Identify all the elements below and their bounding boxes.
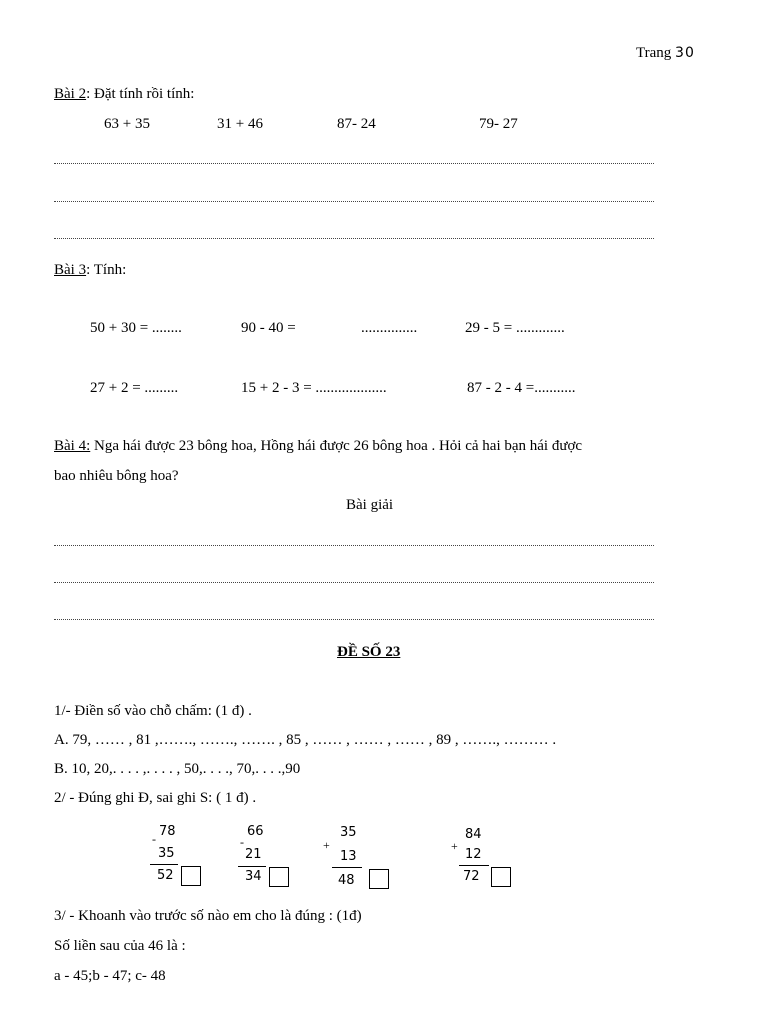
answer-line (54, 238, 654, 239)
bai2-label: Bài 2 (54, 86, 87, 102)
answer-box[interactable] (181, 866, 201, 886)
q3-subtext: Số liền sau của 46 là : (54, 938, 186, 954)
q1-text: 1/- Điền số vào chỗ chấm: (1 đ) . (54, 703, 252, 719)
bai3-item: 27 + 2 = ......... (90, 380, 179, 396)
calc-top: 35 (340, 825, 357, 840)
bai4-label: Bài 4: (54, 438, 91, 454)
minus-sign: - (152, 832, 156, 846)
calc-divider (459, 865, 489, 866)
bai2-problem: 79- 27 (479, 116, 518, 132)
calc-divider (150, 864, 178, 865)
answer-box[interactable] (369, 869, 389, 889)
calc-bottom: 21 (245, 847, 262, 862)
page-number: 30 (675, 45, 695, 61)
solution-title: Bài giải (346, 497, 394, 513)
answer-line (54, 582, 654, 583)
calc-top: 66 (247, 824, 264, 839)
bai4-line1 (54, 439, 582, 454)
calc-divider (332, 867, 362, 868)
calc-result: 48 (338, 873, 355, 888)
answer-line (54, 619, 654, 620)
calc-result: 52 (157, 868, 174, 883)
bai2-heading (54, 87, 194, 102)
q3-options: a - 45;b - 47; c- 48 (54, 968, 166, 984)
page-header (636, 46, 695, 61)
q1-part-a: A. 79, …… , 81 ,……., ……., ……. , 85 , …… , …… , …… , 89 , ……., ……… . (54, 732, 557, 748)
plus-sign: + (323, 838, 330, 852)
bai2-problem: 87- 24 (337, 116, 376, 132)
calc-result: 34 (245, 869, 262, 884)
bai3-item: 90 - 40 = (241, 320, 296, 336)
answer-line (54, 201, 654, 202)
q3-text: 3/ - Khoanh vào trước số nào em cho là đúng : (1đ) (54, 908, 362, 924)
calc-bottom: 13 (340, 849, 357, 864)
bai3-title: : Tính: (86, 262, 127, 278)
bai3-item: 87 - 2 - 4 =........... (467, 380, 576, 396)
calc-bottom: 35 (158, 846, 175, 861)
calc-top: 78 (159, 824, 176, 839)
bai4-text: Nga hái được 23 bông hoa, Hồng hái được 26 bông hoa . Hỏi cả hai bạn hái được (90, 438, 583, 454)
bai2-title: : Đặt tính rồi tính: (86, 86, 195, 102)
bai3-label: Bài 3 (54, 262, 87, 278)
page-label: Trang (636, 45, 672, 61)
bai2-problem: 63 + 35 (104, 116, 150, 132)
exam-title: ĐỀ SỐ 23 (337, 644, 401, 660)
answer-box[interactable] (269, 867, 289, 887)
answer-box[interactable] (491, 867, 511, 887)
answer-line (54, 163, 654, 164)
calc-top: 84 (465, 827, 482, 842)
calc-result: 72 (463, 869, 480, 884)
q2-text: 2/ - Đúng ghi Đ, sai ghi S: ( 1 đ) . (54, 790, 257, 806)
bai3-item: 50 + 30 = ........ (90, 320, 182, 336)
minus-sign: - (240, 835, 244, 849)
answer-line (54, 545, 654, 546)
q1-part-b: B. 10, 20,. . . . ,. . . . , 50,. . . ., 70,. . . .,90 (54, 761, 301, 777)
bai3-item: 15 + 2 - 3 = ................... (241, 380, 387, 396)
bai2-problem: 31 + 46 (217, 116, 263, 132)
calc-bottom: 12 (465, 847, 482, 862)
bai3-item: ............... (361, 320, 418, 336)
bai4-line2: bao nhiêu bông hoa? (54, 468, 179, 484)
bai3-item: 29 - 5 = ............. (465, 320, 565, 336)
calc-divider (238, 866, 266, 867)
plus-sign: + (451, 839, 458, 853)
bai3-heading (54, 263, 126, 278)
